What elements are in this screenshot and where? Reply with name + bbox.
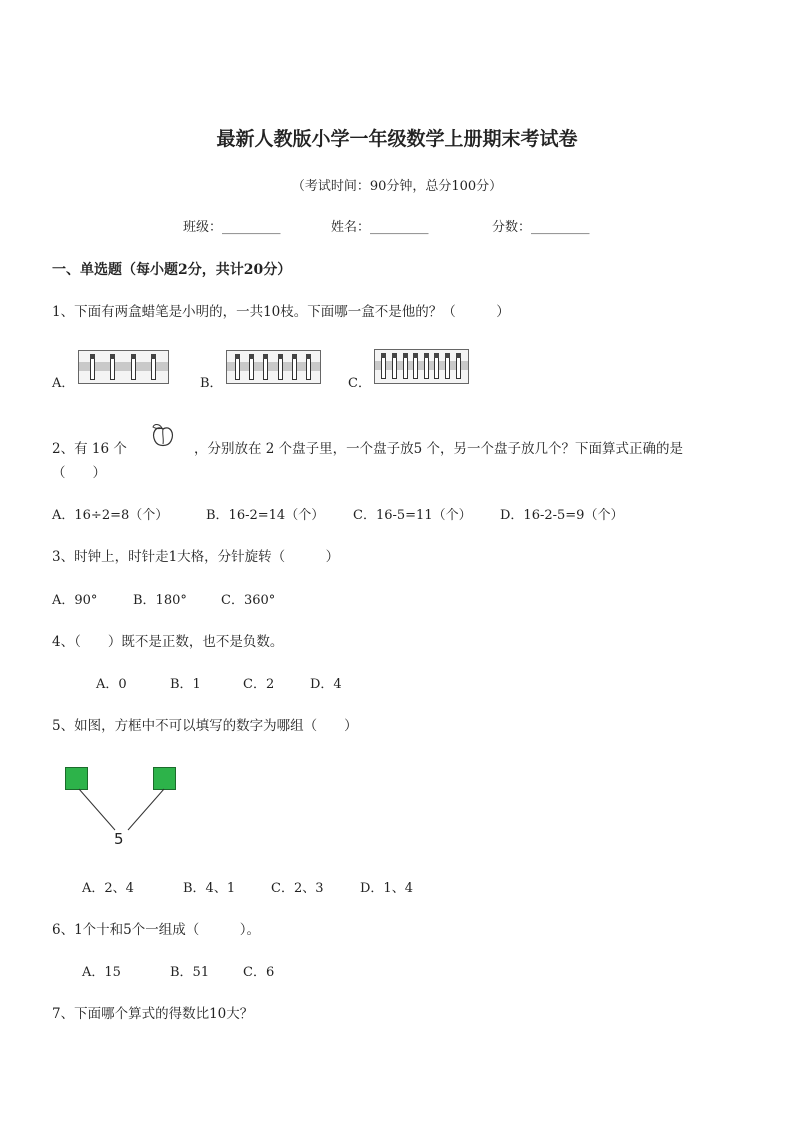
crayon-tip — [278, 354, 283, 359]
question-4: 4、（ ）既不是正数，也不是负数。 — [52, 634, 284, 650]
q5-option-c: C．2、3 — [271, 881, 324, 896]
name-field: 姓名：_________ — [331, 220, 429, 235]
q4-option-c: C．2 — [243, 677, 275, 692]
crayon-tip — [235, 354, 240, 359]
question-2-part2: ，分别放在 2 个盘子里，一个盘子放5 个，另一个盘子放几个？下面算式正确的是 — [194, 441, 684, 457]
crayon-tip — [445, 353, 450, 358]
crayon-tip — [151, 354, 156, 359]
crayon-tip — [392, 353, 397, 358]
crayon-tip — [403, 353, 408, 358]
crayon-box-8-icon — [374, 349, 469, 384]
q6-option-c: C．6 — [243, 965, 275, 980]
question-3: 3、时钟上，时针走1大格，分针旋转（ ） — [52, 549, 340, 565]
page-title: 最新人教版小学一年级数学上册期末考试卷 — [216, 128, 578, 150]
q5-option-b: B．4、1 — [183, 881, 236, 896]
peach-icon — [148, 420, 178, 450]
q2-option-a: A．16÷2=8（个） — [52, 508, 169, 523]
crayon-tip — [306, 354, 311, 359]
class-field: 班级：_________ — [183, 220, 281, 235]
crayon-tip — [110, 354, 115, 359]
crayon-tip — [381, 353, 386, 358]
crayon-tip — [413, 353, 418, 358]
section-heading: 一、单选题（每小题2分，共计20分） — [52, 262, 292, 278]
crayon-tip — [456, 353, 461, 358]
crayon-box-6-icon — [226, 350, 321, 384]
question-7: 7、下面哪个算式的得数比10大？ — [52, 1006, 254, 1022]
q1-option-a: A． — [52, 376, 75, 391]
crayon-tip — [131, 354, 136, 359]
q6-option-a: A．15 — [82, 965, 121, 980]
question-2-blank: （ ） — [52, 465, 106, 481]
q4-option-a: A．0 — [96, 677, 127, 692]
question-1: 1、下面有两盒蜡笔是小明的，一共10枝。下面哪一盒不是他的？（ ） — [52, 304, 510, 320]
q2-option-d: D．16-2-5=9（个） — [500, 508, 624, 523]
question-5: 5、如图，方框中不可以填写的数字为哪组（ ） — [52, 718, 358, 734]
crayon-tip — [292, 354, 297, 359]
q2-option-b: B．16-2=14（个） — [206, 508, 325, 523]
exam-subtitle: （考试时间：90分钟，总分100分） — [291, 179, 503, 194]
question-6: 6、1个十和5个一组成（ ）。 — [52, 922, 261, 938]
q6-option-b: B．51 — [170, 965, 210, 980]
q1-option-b: B． — [200, 376, 223, 391]
q3-option-c: C．360° — [221, 593, 276, 608]
q5-option-d: D．1、4 — [360, 881, 413, 896]
crayon-box-4-icon — [78, 350, 169, 384]
score-field: 分数：_________ — [492, 220, 590, 235]
crayon-tip — [424, 353, 429, 358]
crayon-tip — [249, 354, 254, 359]
crayon-tip — [434, 353, 439, 358]
q2-option-c: C．16-5=11（个） — [353, 508, 472, 523]
q4-option-d: D．4 — [310, 677, 342, 692]
decomposition-lines — [60, 780, 190, 850]
q5-option-a: A．2、4 — [82, 881, 134, 896]
crayon-tip — [90, 354, 95, 359]
q4-option-b: B．1 — [170, 677, 201, 692]
crayon-tip — [263, 354, 268, 359]
whole-number: 5 — [114, 830, 124, 848]
question-2-part1: 2、有 16 个 — [52, 441, 127, 457]
q3-option-b: B．180° — [133, 593, 187, 608]
q1-option-c: C． — [348, 376, 371, 391]
q3-option-a: A．90° — [52, 593, 98, 608]
